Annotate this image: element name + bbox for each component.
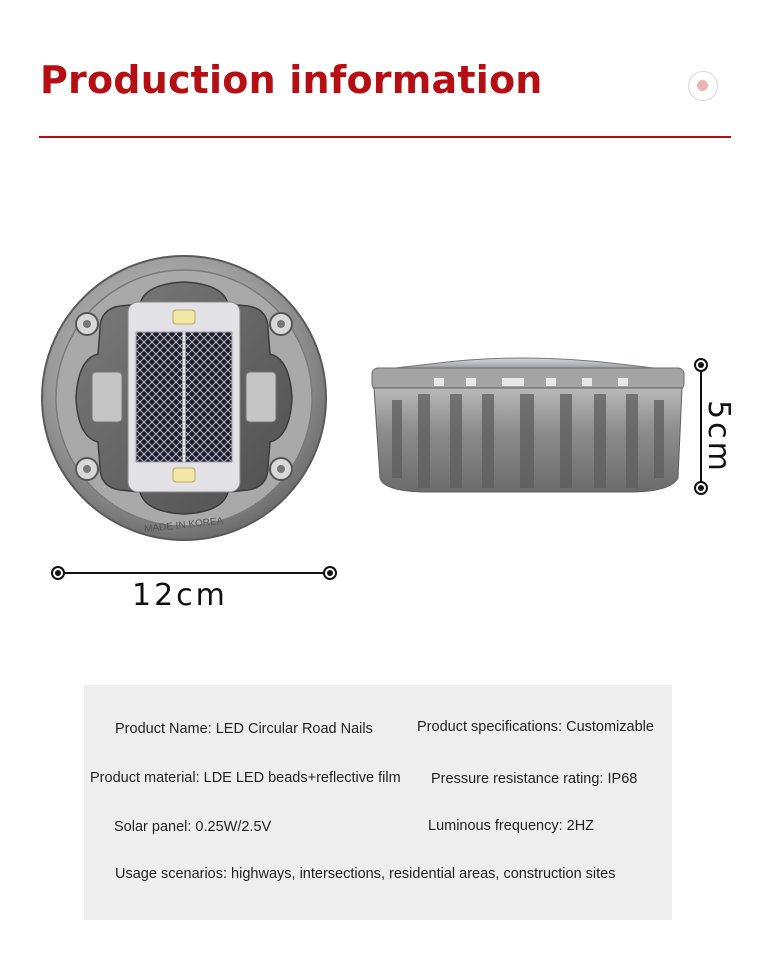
spec-product-name: Product Name: LED Circular Road Nails — [115, 721, 373, 737]
height-dimension-label: 5cm — [701, 400, 736, 474]
page-title: Production information — [40, 58, 543, 102]
width-dimension-label: 12cm — [132, 578, 228, 613]
engraving-text: MADE IN KOREA — [143, 515, 224, 536]
spec-pressure-rating: Pressure resistance rating: IP68 — [431, 771, 638, 787]
spec-product-material: Product material: LDE LED beads+reflective film — [90, 770, 401, 786]
spec-usage-scenarios: Usage scenarios: highways, intersections, residential areas, construction sites — [115, 866, 616, 882]
spec-product-specifications: Product specifications: Customizable — [417, 719, 654, 735]
spec-luminous-frequency: Luminous frequency: 2HZ — [428, 818, 595, 834]
spec-panel — [84, 685, 672, 920]
spec-solar-panel: Solar panel: 0.25W/2.5V — [114, 819, 272, 835]
